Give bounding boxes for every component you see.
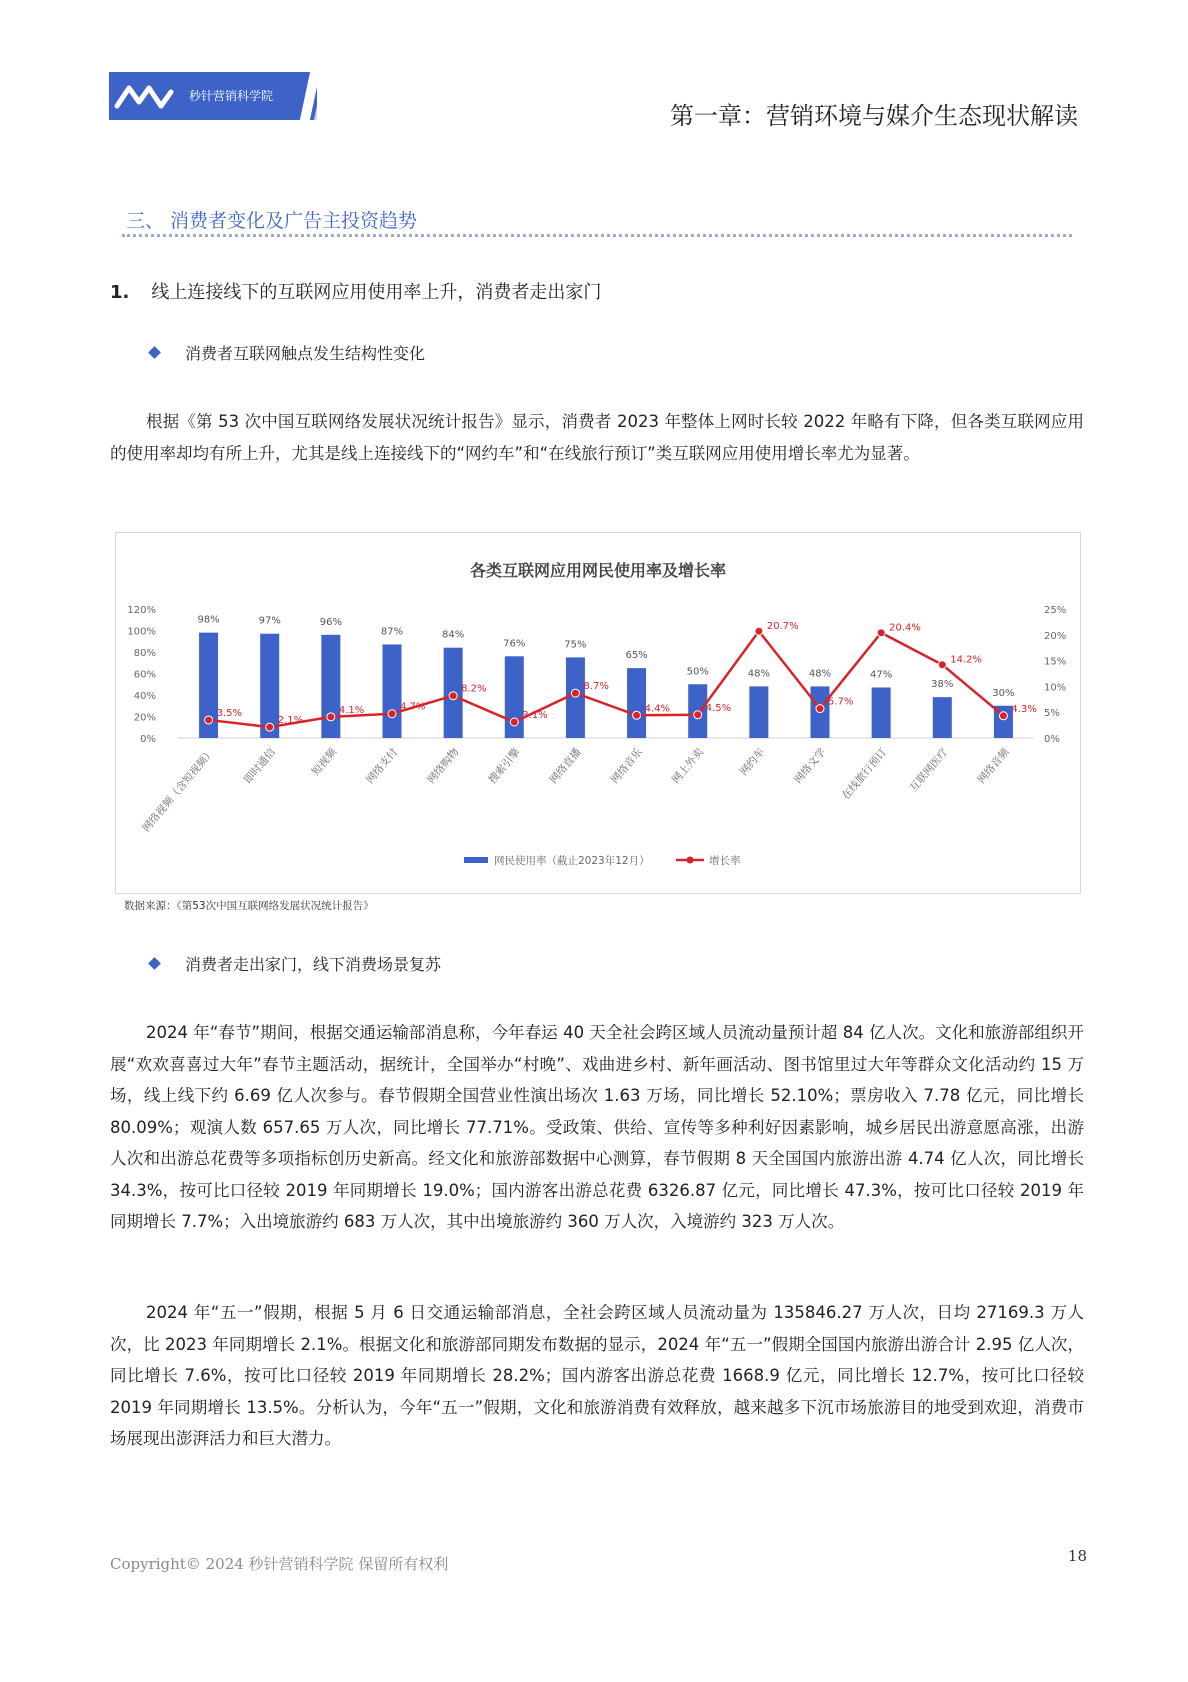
y-left-tick-label: 100% bbox=[127, 626, 156, 638]
bar bbox=[627, 668, 646, 738]
logo-mark-icon bbox=[109, 72, 179, 120]
y-right-tick-label: 10% bbox=[1044, 682, 1067, 694]
bar-value-label: 76% bbox=[503, 638, 526, 650]
y-left-tick-label: 40% bbox=[133, 691, 156, 702]
diamond-bullet-icon bbox=[148, 346, 161, 359]
growth-point bbox=[633, 711, 641, 719]
page-number: 18 bbox=[1067, 1547, 1087, 1565]
bar-value-label: 48% bbox=[747, 668, 770, 680]
growth-value-label: 3.5% bbox=[216, 707, 242, 719]
growth-point bbox=[694, 711, 702, 719]
section-divider bbox=[122, 234, 1072, 237]
bullet-text: 消费者互联网触点发生结构性变化 bbox=[185, 344, 426, 363]
growth-point bbox=[327, 713, 335, 721]
bar-value-label: 87% bbox=[380, 626, 404, 638]
bar bbox=[933, 697, 952, 738]
x-category-label: 网络文学 bbox=[792, 746, 829, 787]
x-category-label: 网络直播 bbox=[547, 746, 584, 787]
growth-value-label: 8.7% bbox=[583, 681, 609, 693]
legend-line-label: 增长率 bbox=[709, 855, 741, 867]
x-category-label: 网上外卖 bbox=[669, 746, 707, 787]
logo-text: 秒针营销科学院 bbox=[189, 89, 274, 103]
bar-value-label: 48% bbox=[808, 668, 832, 680]
growth-value-label: 4.1% bbox=[338, 704, 365, 716]
y-right-tick-label: 25% bbox=[1044, 605, 1067, 616]
chart-container bbox=[115, 532, 1081, 894]
growth-point bbox=[938, 661, 946, 669]
bar-value-label: 50% bbox=[686, 666, 709, 678]
y-left-tick-label: 0% bbox=[140, 734, 156, 745]
growth-value-label: 4.5% bbox=[705, 702, 732, 714]
bar bbox=[260, 634, 279, 738]
chart bbox=[116, 533, 1080, 893]
growth-point bbox=[510, 718, 518, 726]
legend-bar-swatch bbox=[464, 857, 488, 863]
x-category-label: 即时通信 bbox=[241, 746, 279, 787]
paragraph: 2024 年“五一”假期，根据 5 月 6 日交通运输部消息，全社会跨区域人员流动量为 135846.27 万人次，日均 27169.3 万人次，比 2023 年同期增长 2.1%。根据文化和旅游部同期发布数据的显示，2024 年“五一”假期全国国内旅游出游合计 2.95 亿人次，同比增长 7.6%，按可比口径较 2019 年同期增长 28.2%；国内游客出游总花费 1668.9 亿元，同比增长 12.7%，按可比口径较 2019 年同期增长 13.5%。分析认为，今年“五一”假期，文化和旅游消费有效释放，越来越多下沉市场旅游目的地受到欢迎，消费市场展现出澎湃活力和巨大潜力。 bbox=[110, 1303, 1084, 1448]
bar-value-label: 75% bbox=[564, 639, 587, 651]
bar bbox=[321, 635, 340, 738]
y-right-tick-label: 5% bbox=[1044, 708, 1060, 720]
x-category-label: 网络购物 bbox=[425, 746, 462, 787]
x-category-label: 在线旅行预订 bbox=[839, 746, 890, 803]
heading-text: 线上连接线下的互联网应用使用率上升，消费者走出家门 bbox=[151, 282, 602, 303]
bar-value-label: 97% bbox=[258, 615, 281, 627]
heading bbox=[110, 278, 601, 304]
chart-source: 数据来源：《第53次中国互联网络发展状况统计报告》 bbox=[124, 900, 374, 912]
paragraph: 根据《第 53 次中国互联网络发展状况统计报告》显示，消费者 2023 年整体上网时长较 2022 年略有下降，但各类互联网应用的使用率却均有所上升，尤其是线上连接线下的“网约车”和“在线旅行预订”类互联网应用使用增长率尤为显著。 bbox=[110, 412, 1084, 463]
growth-value-label: 14.2% bbox=[950, 654, 983, 666]
x-category-label: 网络视频（含短视频） bbox=[140, 746, 217, 835]
section-title: 三、 消费者变化及广告主投资趋势 bbox=[126, 210, 418, 232]
bar-value-label: 30% bbox=[992, 687, 1015, 699]
legend-bar-label: 网民使用率（截止2023年12月） bbox=[494, 855, 650, 867]
y-left-tick-label: 80% bbox=[133, 648, 156, 659]
x-category-label: 网络支付 bbox=[364, 746, 401, 787]
growth-point bbox=[816, 705, 824, 713]
bar-value-label: 96% bbox=[319, 616, 342, 628]
bar-value-label: 98% bbox=[197, 614, 220, 626]
x-category-label: 网络音频 bbox=[975, 746, 1012, 787]
chapter-title: 第一章：营销环境与媒介生态现状解读 bbox=[670, 102, 1078, 130]
growth-value-label: 4.4% bbox=[644, 703, 670, 715]
y-right-tick-label: 15% bbox=[1044, 656, 1067, 668]
growth-point bbox=[999, 712, 1007, 720]
growth-point bbox=[266, 723, 274, 731]
y-left-tick-label: 20% bbox=[133, 712, 156, 724]
x-category-label: 网约车 bbox=[737, 746, 768, 779]
bar-value-label: 84% bbox=[442, 629, 465, 641]
chart-title: 各类互联网应用网民使用率及增长率 bbox=[469, 561, 727, 580]
x-category-label: 互联网医疗 bbox=[907, 746, 951, 795]
paragraph: 2024 年“春节”期间，根据交通运输部消息称，今年春运 40 天全社会跨区域人员流动量预计超 84 亿人次。文化和旅游部组织开展“欢欢喜喜过大年”春节主题活动，据统计，全国举办“村晚”、戏曲进乡村、新年画活动、图书馆里过大年等群众文化活动约 15 万场，线上线下约 6.69 亿人次参与。春节假期全国营业性演出场次 1.63 万场，同比增长 52.10%；票房收入 7.78 亿元，同比增长 80.09%；观演人数 657.65 万人次，同比增长 77.71%。受政策、供给、宣传等多种利好因素影响，城乡居民出游意愿高涨，出游人次和出游总花费等多项指标创历史新高。经文化和旅游部数据中心测算，春节假期 8 天全国国内旅游出游 4.74 亿人次，同比增长 34.3%，按可比口径较 2019 年同期增长 19.0%；国内游客出游总花费 6326.87 亿元，同比增长 47.3%，按可比口径较 2019 年同期增长 7.7%；入出境旅游约 683 万人次，其中出境旅游约 360 万人次，入境游约 323 万人次。 bbox=[110, 1023, 1084, 1231]
growth-value-label: 8.2% bbox=[461, 683, 487, 695]
growth-value-label: 20.7% bbox=[766, 621, 799, 633]
bar-value-label: 47% bbox=[870, 669, 893, 681]
y-left-tick-label: 60% bbox=[133, 669, 156, 681]
bar-value-label: 65% bbox=[625, 650, 648, 662]
growth-point bbox=[205, 716, 213, 724]
growth-value-label: 4.3% bbox=[1011, 703, 1037, 715]
legend-line-marker bbox=[687, 857, 694, 864]
bullet-text: 消费者走出家门，线下消费场景复苏 bbox=[185, 955, 442, 974]
heading-number: 1. bbox=[110, 282, 130, 303]
growth-value-label: 20.4% bbox=[889, 622, 921, 634]
growth-point bbox=[877, 629, 885, 637]
y-left-tick-label: 120% bbox=[127, 605, 156, 616]
x-category-label: 网络音乐 bbox=[608, 746, 645, 787]
growth-point bbox=[755, 627, 763, 635]
growth-value-label: 5.7% bbox=[828, 696, 854, 708]
growth-point bbox=[571, 689, 579, 697]
x-category-label: 搜索引擎 bbox=[486, 746, 523, 787]
footer-copyright: Copyright© 2024 秒针营销科学院 保留所有权利 bbox=[110, 1555, 449, 1573]
growth-value-label: 2.1% bbox=[277, 715, 304, 727]
bar bbox=[383, 644, 402, 738]
bar bbox=[872, 687, 891, 738]
bullet-item bbox=[150, 952, 441, 975]
diamond-bullet-icon bbox=[148, 957, 161, 970]
growth-point bbox=[388, 710, 396, 718]
growth-value-label: 4.7% bbox=[400, 701, 426, 713]
y-right-tick-label: 20% bbox=[1044, 630, 1067, 642]
bar bbox=[566, 657, 585, 738]
growth-value-label: 3.1% bbox=[522, 710, 548, 722]
x-category-label: 短视频 bbox=[309, 746, 340, 779]
brand-logo bbox=[109, 72, 317, 120]
bullet-item bbox=[150, 341, 425, 364]
bar-value-label: 38% bbox=[931, 679, 954, 691]
bar bbox=[749, 686, 768, 738]
y-right-tick-label: 0% bbox=[1044, 734, 1060, 745]
growth-point bbox=[449, 692, 457, 700]
